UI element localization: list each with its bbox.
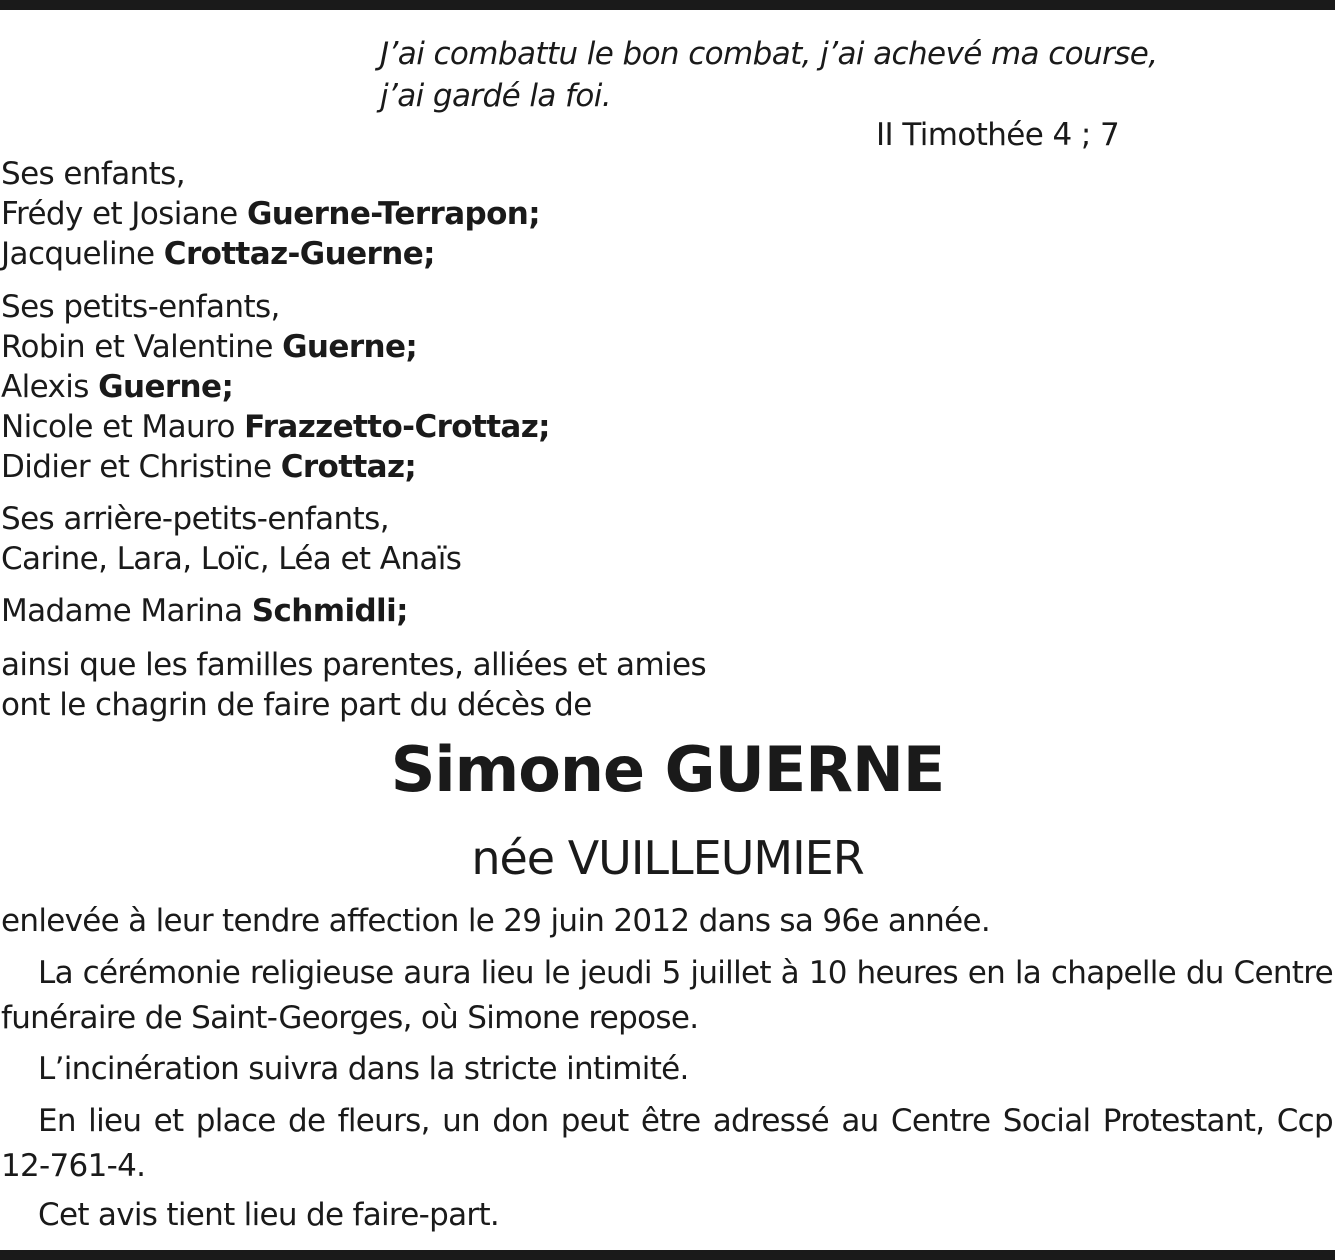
- child-entry: [1, 234, 435, 274]
- death-details: enlevée à leur tendre affection le 29 juin 2012 dans sa 96e année.: [1, 903, 991, 939]
- child-family-name: Guerne-Terrapon;: [246, 196, 541, 232]
- announcement-line-2: ont le chagrin de faire part du décès de: [1, 687, 592, 723]
- grandchild-entry: [1, 447, 416, 487]
- grandchildren-heading: Ses petits-enfants,: [1, 289, 280, 325]
- grandchild-entry: [1, 327, 417, 367]
- bottom-rule: [0, 1250, 1335, 1260]
- grandchild-family-name: Frazzetto-Crottaz;: [244, 409, 550, 445]
- great-grandchildren-names: Carine, Lara, Loïc, Léa et Anaïs: [1, 541, 462, 577]
- other-relative: [1, 591, 408, 631]
- announcement-line-1: ainsi que les familles parentes, alliées et amies: [1, 647, 707, 683]
- deceased-name: Simone GUERNE: [390, 733, 945, 806]
- grandchild-entry: [1, 367, 233, 407]
- child-given-names: Jacqueline: [1, 236, 155, 272]
- grandchild-given-names: Nicole et Mauro: [1, 409, 235, 445]
- closing-note: Cet avis tient lieu de faire-part.: [38, 1197, 500, 1233]
- children-heading: Ses enfants,: [1, 156, 185, 192]
- grandchild-given-names: Didier et Christine: [1, 449, 272, 485]
- great-grandchildren-heading: Ses arrière-petits-enfants,: [1, 501, 389, 537]
- child-entry: [1, 194, 540, 234]
- verse-line-1: J’ai combattu le bon combat, j’ai achevé ma course,: [380, 36, 1158, 72]
- child-given-names: Frédy et Josiane: [1, 196, 238, 232]
- maiden-name: née VUILLEUMIER: [471, 831, 864, 885]
- grandchild-family-name: Guerne;: [98, 369, 234, 405]
- child-family-name: Crottaz-Guerne;: [163, 236, 435, 272]
- verse-reference: II Timothée 4 ; 7: [876, 117, 1120, 153]
- grandchild-family-name: Crottaz;: [280, 449, 417, 485]
- grandchild-given-names: Alexis: [1, 369, 89, 405]
- other-relative-given: Madame Marina: [1, 593, 243, 629]
- verse-line-2: j’ai gardé la foi.: [380, 78, 611, 114]
- grandchild-given-names: Robin et Valentine: [1, 329, 273, 365]
- other-relative-family: Schmidli;: [251, 593, 408, 629]
- donation-info: En lieu et place de fleurs, un don peut être adressé au Centre Social Protestant, Ccp 12-761-4.: [1, 1103, 1333, 1184]
- grandchild-entry: [1, 407, 550, 447]
- ceremony-info: La cérémonie religieuse aura lieu le jeudi 5 juillet à 10 heures en la chapelle du Centre funéraire de Saint-Georges, où Simone repose.: [1, 955, 1333, 1036]
- grandchild-family-name: Guerne;: [282, 329, 418, 365]
- cremation-info: L’incinération suivra dans la stricte intimité.: [38, 1051, 689, 1087]
